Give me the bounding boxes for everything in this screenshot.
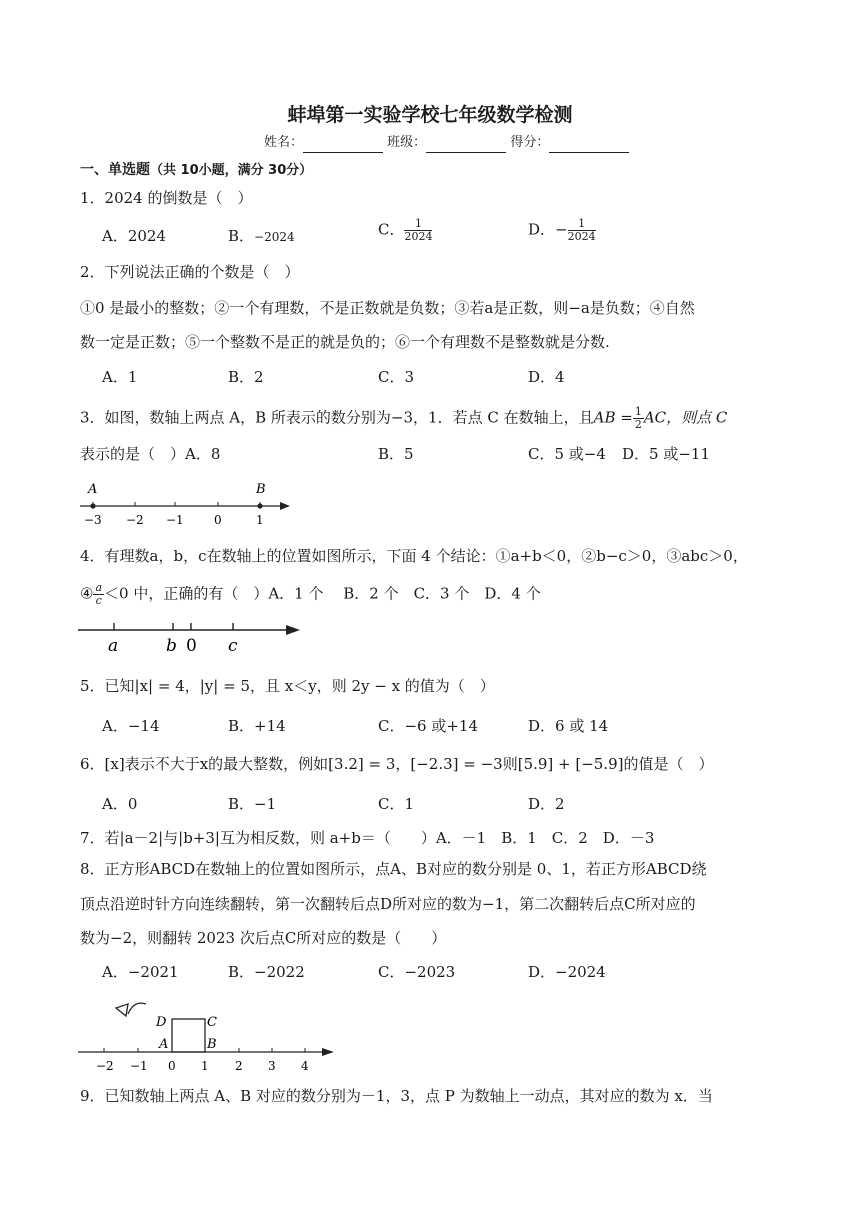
q8-option-d: D．−2024	[528, 963, 606, 981]
q3-number-line	[76, 478, 296, 530]
q6-stem: 6．[x]表示不大于x的最大整数，例如[3.2] = 3，[−2.3] = −3则[5.9] + [−5.9]的值是（ ）	[80, 755, 714, 773]
q3-line2: 表示的是（ ）A．8	[80, 445, 221, 463]
q2-option-c: C．3	[378, 368, 415, 386]
square-abcd	[172, 1019, 205, 1052]
q3-tick-label: −3	[84, 513, 102, 527]
q3-option-c: C．5 或−4	[528, 445, 606, 463]
q8-label-a: A	[159, 1037, 169, 1052]
q4-label-b: b	[166, 636, 177, 656]
name-label: 姓名：	[264, 135, 304, 150]
q1-option-a: A．2024	[102, 227, 167, 245]
q8-line1: 8．正方形ABCD在数轴上的位置如图所示，点A、B对应的数分别是 0、1，若正方形ABCD绕	[80, 860, 707, 878]
q2-line2: 数一定是正数；⑤一个整数不是正的就是负的；⑥一个有理数不是整数就是分数.	[80, 333, 610, 351]
q5-option-a: A．−14	[102, 717, 160, 735]
q8-tick-label: −2	[96, 1059, 114, 1073]
q6-option-d: D．2	[528, 795, 565, 813]
q3-tick-label: 0	[214, 513, 222, 527]
q8-tick-label: 4	[301, 1059, 309, 1073]
q8-tick-label: 2	[235, 1059, 243, 1073]
q2-stem: 2．下列说法正确的个数是（ ）	[80, 263, 300, 281]
q3-label-b: B	[256, 482, 266, 497]
q1-fraction-c: $\frac{1}{2024}$	[404, 217, 433, 243]
rotation-arrow-head-icon	[116, 1004, 128, 1016]
q8-option-a: A．−2021	[102, 963, 179, 981]
q3-point-a	[90, 503, 95, 508]
q8-option-b: B．−2022	[228, 963, 305, 981]
q4-fraction: $\frac{a}{c}$	[95, 581, 103, 607]
q2-option-d: D．4	[528, 368, 565, 386]
q8-axis-arrow	[322, 1048, 334, 1056]
q3-line1: 3．如图，数轴上两点 A，B 所表示的数分别为−3，1．若点 C 在数轴上，且AB = $\frac{1}{2}$ AC，则点 C	[80, 405, 728, 431]
q6-option-a: A．0	[102, 795, 138, 813]
q9-line1: 9．已知数轴上两点 A、B 对应的数分别为－1，3，点 P 为数轴上一动点，其对应的数为 x．当	[80, 1087, 713, 1105]
q4-label-a: a	[108, 636, 119, 656]
q5-option-c: C．−6 或+14	[378, 717, 479, 735]
q3-label-a: A	[88, 482, 98, 497]
score-blank	[549, 140, 629, 153]
q1-fraction-d: $\frac{1}{2024}$	[567, 217, 596, 243]
q8-label-b: B	[207, 1037, 217, 1052]
q2-line1: ①0 是最小的整数；②一个有理数，不是正数就是负数；③若a是正数，则−a是负数；④自然	[80, 299, 695, 317]
class-label: 班级：	[387, 135, 427, 150]
q3-tick-label: 1	[256, 513, 264, 527]
q5-option-b: B．+14	[228, 717, 286, 735]
q3-half-fraction: $\frac{1}{2}$	[634, 405, 642, 431]
q3-tick-label: −1	[166, 513, 184, 527]
q3-tick-label: −2	[126, 513, 144, 527]
q6-option-b: B．−1	[228, 795, 277, 813]
q7-stem: 7．若|a－2|与|b+3|互为相反数，则 a+b＝（ ）A．－1 B．1 C．2 D．－3	[80, 829, 655, 847]
q4-axis-arrow	[286, 625, 300, 635]
q8-square-figure	[76, 994, 340, 1074]
q3-axis-arrow	[280, 502, 290, 510]
q4-number-line	[76, 618, 308, 656]
q4-label-zero: 0	[186, 636, 197, 656]
q4-line1: 4．有理数a，b，c在数轴上的位置如图所示，下面 4 个结论：①a+b＜0，②b−c＞0，③abc＞0，	[80, 547, 748, 565]
q3-point-b	[257, 503, 262, 508]
q1-stem: 1．2024 的倒数是（ ）	[80, 189, 253, 207]
q1-option-b: B．−2024	[228, 227, 295, 245]
section-heading: 一、单选题（共 10小题，满分 30分）	[80, 162, 313, 178]
q3-option-b: B．5	[378, 445, 414, 463]
q8-tick-label: 3	[268, 1059, 276, 1073]
class-blank	[426, 140, 506, 153]
q8-tick-label: −1	[130, 1059, 148, 1073]
q3-option-d: D．5 或−11	[622, 445, 710, 463]
score-label: 得分：	[510, 135, 550, 150]
q8-label-c: C	[207, 1015, 217, 1030]
name-blank	[303, 140, 383, 153]
q8-label-d: D	[156, 1015, 167, 1030]
q4-label-c: c	[228, 636, 238, 656]
q8-line2: 顶点沿逆时针方向连续翻转，第一次翻转后点D所对应的数为−1，第二次翻转后点C所对应的	[80, 895, 696, 913]
page-title: 蚌埠第一实验学校七年级数学检测	[287, 104, 573, 126]
student-info	[264, 133, 629, 153]
q5-stem: 5．已知|x| = 4，|y| = 5，且 x＜y，则 2y − x 的值为（ ）	[80, 677, 495, 695]
q8-line3: 数为−2，则翻转 2023 次后点C所对应的数是（ ）	[80, 929, 447, 947]
q6-option-c: C．1	[378, 795, 415, 813]
q5-option-d: D．6 或 14	[528, 717, 609, 735]
q2-option-a: A．1	[102, 368, 138, 386]
q4-line2: ④ $\frac{a}{c}$ ＜0 中，正确的有（ ）A．1 个 B．2 个 C．3 个 D．4 个	[80, 581, 541, 607]
q8-tick-label: 1	[201, 1059, 209, 1073]
q1-option-d: D．− $\frac{1}{2024}$	[528, 217, 596, 243]
q2-option-b: B．2	[228, 368, 264, 386]
q8-tick-label: 0	[168, 1059, 176, 1073]
q8-option-c: C．−2023	[378, 963, 456, 981]
rotation-arrow-icon	[128, 1003, 146, 1014]
q1-option-c: C． $\frac{1}{2024}$	[378, 217, 433, 243]
